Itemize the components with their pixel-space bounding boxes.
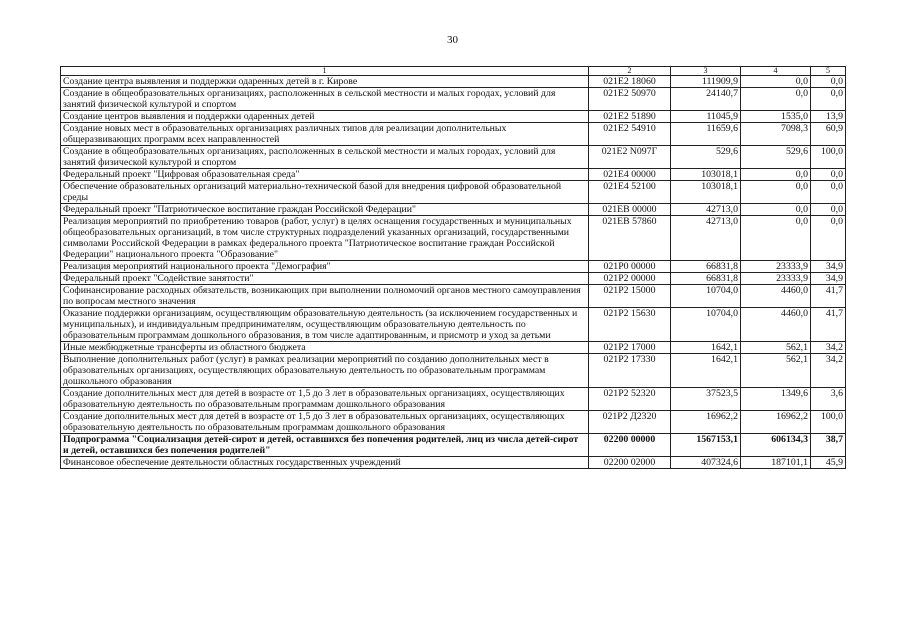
table-row (61, 76, 846, 88)
row-executed-value-cell: 606134,3 (741, 434, 811, 457)
row-code-cell: 021P2 15630 (589, 308, 671, 342)
row-description-cell: Подпрограмма "Социализация детей-сирот и детей, оставшихся без попечения родителей, лиц из числа детей-сирот и детей, оставшихся без попечения родителей" (61, 434, 589, 457)
table-row (61, 123, 846, 146)
row-code-cell: 021P2 17000 (589, 342, 671, 354)
row-executed-value-cell: 23333,9 (741, 273, 811, 285)
row-planned-value-cell: 42713,0 (671, 204, 741, 216)
row-description-cell: Создание центра выявления и поддержки одаренных детей в г. Кирове (61, 76, 589, 88)
row-planned-value-cell: 37523,5 (671, 388, 741, 411)
table-row (61, 308, 846, 342)
column-header-2: 2 (589, 67, 671, 76)
row-code-cell: 021E2 54910 (589, 123, 671, 146)
row-description-cell: Реализация мероприятий национального проекта "Демография" (61, 261, 589, 273)
row-executed-value-cell: 23333,9 (741, 261, 811, 273)
table-row (61, 169, 846, 181)
row-percent-cell: 0,0 (811, 216, 846, 261)
row-percent-cell: 34,9 (811, 273, 846, 285)
row-code-cell: 021EВ 57860 (589, 216, 671, 261)
row-percent-cell: 100,0 (811, 146, 846, 169)
row-planned-value-cell: 66831,8 (671, 261, 741, 273)
table-row (61, 261, 846, 273)
row-code-cell: 02200 00000 (589, 434, 671, 457)
row-description-cell: Создание центров выявления и поддержки одаренных детей (61, 111, 589, 123)
row-planned-value-cell: 10704,0 (671, 308, 741, 342)
row-executed-value-cell: 529,6 (741, 146, 811, 169)
row-planned-value-cell: 66831,8 (671, 273, 741, 285)
row-description-cell: Обеспечение образовательных организаций материально-технической базой для внедрения цифровой образовательной среды (61, 181, 589, 204)
row-code-cell: 021E4 52100 (589, 181, 671, 204)
row-percent-cell: 34,2 (811, 342, 846, 354)
row-description-cell: Федеральный проект "Патриотическое воспитание граждан Российской Федерации" (61, 204, 589, 216)
row-percent-cell: 3,6 (811, 388, 846, 411)
row-percent-cell: 100,0 (811, 411, 846, 434)
table-row (61, 181, 846, 204)
row-description-cell: Федеральный проект "Содействие занятости" (61, 273, 589, 285)
row-code-cell: 021P2 15000 (589, 285, 671, 308)
row-description-cell: Реализация мероприятий по приобретению товаров (работ, услуг) в целях оснащения государственных и муниципальных общеобразовательных организаций, в том числе структурных подразделений указанных организаций, государственными символами Российской Федерации в рамках федерального проекта "Патриотическое воспитание граждан Российской Федерации" национального проекта "Образование" (61, 216, 589, 261)
table-row (61, 457, 846, 469)
table-row (61, 285, 846, 308)
row-executed-value-cell: 1349,6 (741, 388, 811, 411)
row-description-cell: Выполнение дополнительных работ (услуг) в рамках реализации мероприятий по созданию дополнительных мест в образовательных организациях, осуществляющих образовательную деятельность по образовательным программам дошкольного образования (61, 354, 589, 388)
row-executed-value-cell: 0,0 (741, 88, 811, 111)
row-planned-value-cell: 10704,0 (671, 285, 741, 308)
row-code-cell: 021P2 00000 (589, 273, 671, 285)
row-percent-cell: 41,7 (811, 285, 846, 308)
row-code-cell: 021P0 00000 (589, 261, 671, 273)
row-percent-cell: 13,9 (811, 111, 846, 123)
page-number: 30 (447, 34, 458, 46)
row-planned-value-cell: 529,6 (671, 146, 741, 169)
row-executed-value-cell: 0,0 (741, 169, 811, 181)
row-planned-value-cell: 407324,6 (671, 457, 741, 469)
row-percent-cell: 41,7 (811, 308, 846, 342)
table-row (61, 88, 846, 111)
table-body (61, 67, 846, 469)
row-description-cell: Создание новых мест в образовательных организациях различных типов для реализации дополнительных общеразвивающих программ всех направленностей (61, 123, 589, 146)
row-executed-value-cell: 4460,0 (741, 308, 811, 342)
table-row (61, 388, 846, 411)
table-row (61, 204, 846, 216)
row-code-cell: 02200 02000 (589, 457, 671, 469)
row-planned-value-cell: 1642,1 (671, 342, 741, 354)
row-description-cell: Финансовое обеспечение деятельности областных государственных учреждений (61, 457, 589, 469)
row-planned-value-cell: 24140,7 (671, 88, 741, 111)
table-row (61, 434, 846, 457)
row-executed-value-cell: 0,0 (741, 204, 811, 216)
column-header-5: 5 (811, 67, 846, 76)
row-executed-value-cell: 7098,3 (741, 123, 811, 146)
row-code-cell: 021P2 52320 (589, 388, 671, 411)
row-executed-value-cell: 0,0 (741, 181, 811, 204)
table-row (61, 146, 846, 169)
row-description-cell: Создание в общеобразовательных организациях, расположенных в сельской местности и малых городах, условий для занятий физической культурой и спортом (61, 88, 589, 111)
row-description-cell: Иные межбюджетные трансферты из областного бюджета (61, 342, 589, 354)
row-percent-cell: 0,0 (811, 204, 846, 216)
row-percent-cell: 34,9 (811, 261, 846, 273)
column-header-1: 1 (61, 67, 589, 76)
row-planned-value-cell: 16962,2 (671, 411, 741, 434)
row-executed-value-cell: 187101,1 (741, 457, 811, 469)
row-description-cell: Создание в общеобразовательных организациях, расположенных в сельской местности и малых городах, условий для занятий физической культурой и спортом (61, 146, 589, 169)
row-code-cell: 021P2 17330 (589, 354, 671, 388)
row-executed-value-cell: 562,1 (741, 342, 811, 354)
row-planned-value-cell: 11045,9 (671, 111, 741, 123)
row-executed-value-cell: 1535,0 (741, 111, 811, 123)
row-executed-value-cell: 0,0 (741, 76, 811, 88)
row-executed-value-cell: 0,0 (741, 216, 811, 261)
row-percent-cell: 45,9 (811, 457, 846, 469)
row-planned-value-cell: 1567153,1 (671, 434, 741, 457)
row-percent-cell: 34,2 (811, 354, 846, 388)
row-planned-value-cell: 11659,6 (671, 123, 741, 146)
row-percent-cell: 60,9 (811, 123, 846, 146)
row-percent-cell: 38,7 (811, 434, 846, 457)
row-code-cell: 021E2 50970 (589, 88, 671, 111)
row-percent-cell: 0,0 (811, 181, 846, 204)
row-planned-value-cell: 103018,1 (671, 169, 741, 181)
table-row (61, 216, 846, 261)
table-row (61, 111, 846, 123)
budget-execution-table (60, 66, 846, 469)
row-description-cell: Создание дополнительных мест для детей в возрасте от 1,5 до 3 лет в образовательных организациях, осуществляющих образовательную деятельность по образовательным программам дошкольного образования (61, 388, 589, 411)
table-row (61, 411, 846, 434)
row-code-cell: 021E2 18060 (589, 76, 671, 88)
table-row (61, 354, 846, 388)
column-header-3: 3 (671, 67, 741, 76)
row-executed-value-cell: 562,1 (741, 354, 811, 388)
row-code-cell: 021E2 N097Г (589, 146, 671, 169)
column-header-4: 4 (741, 67, 811, 76)
row-percent-cell: 0,0 (811, 76, 846, 88)
row-code-cell: 021P2 Д2320 (589, 411, 671, 434)
row-code-cell: 021E2 51890 (589, 111, 671, 123)
row-planned-value-cell: 103018,1 (671, 181, 741, 204)
row-description-cell: Создание дополнительных мест для детей в возрасте от 1,5 до 3 лет в образовательных организациях, осуществляющих образовательную деятельность по образовательным программам дошкольного образования (61, 411, 589, 434)
row-planned-value-cell: 111909,9 (671, 76, 741, 88)
row-planned-value-cell: 1642,1 (671, 354, 741, 388)
row-code-cell: 021EВ 00000 (589, 204, 671, 216)
row-planned-value-cell: 42713,0 (671, 216, 741, 261)
table-row (61, 342, 846, 354)
row-description-cell: Оказание поддержки организациям, осуществляющим образовательную деятельность (за исключением государственных и муниципальных), и индивидуальным предпринимателям, осуществляющим образовательную деятельность по образовательным программам дошкольного образования, в том числе адаптированным, и присмотр и уход за детьми (61, 308, 589, 342)
row-executed-value-cell: 16962,2 (741, 411, 811, 434)
row-percent-cell: 0,0 (811, 169, 846, 181)
row-description-cell: Федеральный проект "Цифровая образовательная среда" (61, 169, 589, 181)
row-code-cell: 021E4 00000 (589, 169, 671, 181)
column-number-row (61, 67, 846, 76)
row-percent-cell: 0,0 (811, 88, 846, 111)
row-description-cell: Софинансирование расходных обязательств, возникающих при выполнении полномочий органов местного самоуправления по вопросам местного значения (61, 285, 589, 308)
row-executed-value-cell: 4460,0 (741, 285, 811, 308)
table-row (61, 273, 846, 285)
